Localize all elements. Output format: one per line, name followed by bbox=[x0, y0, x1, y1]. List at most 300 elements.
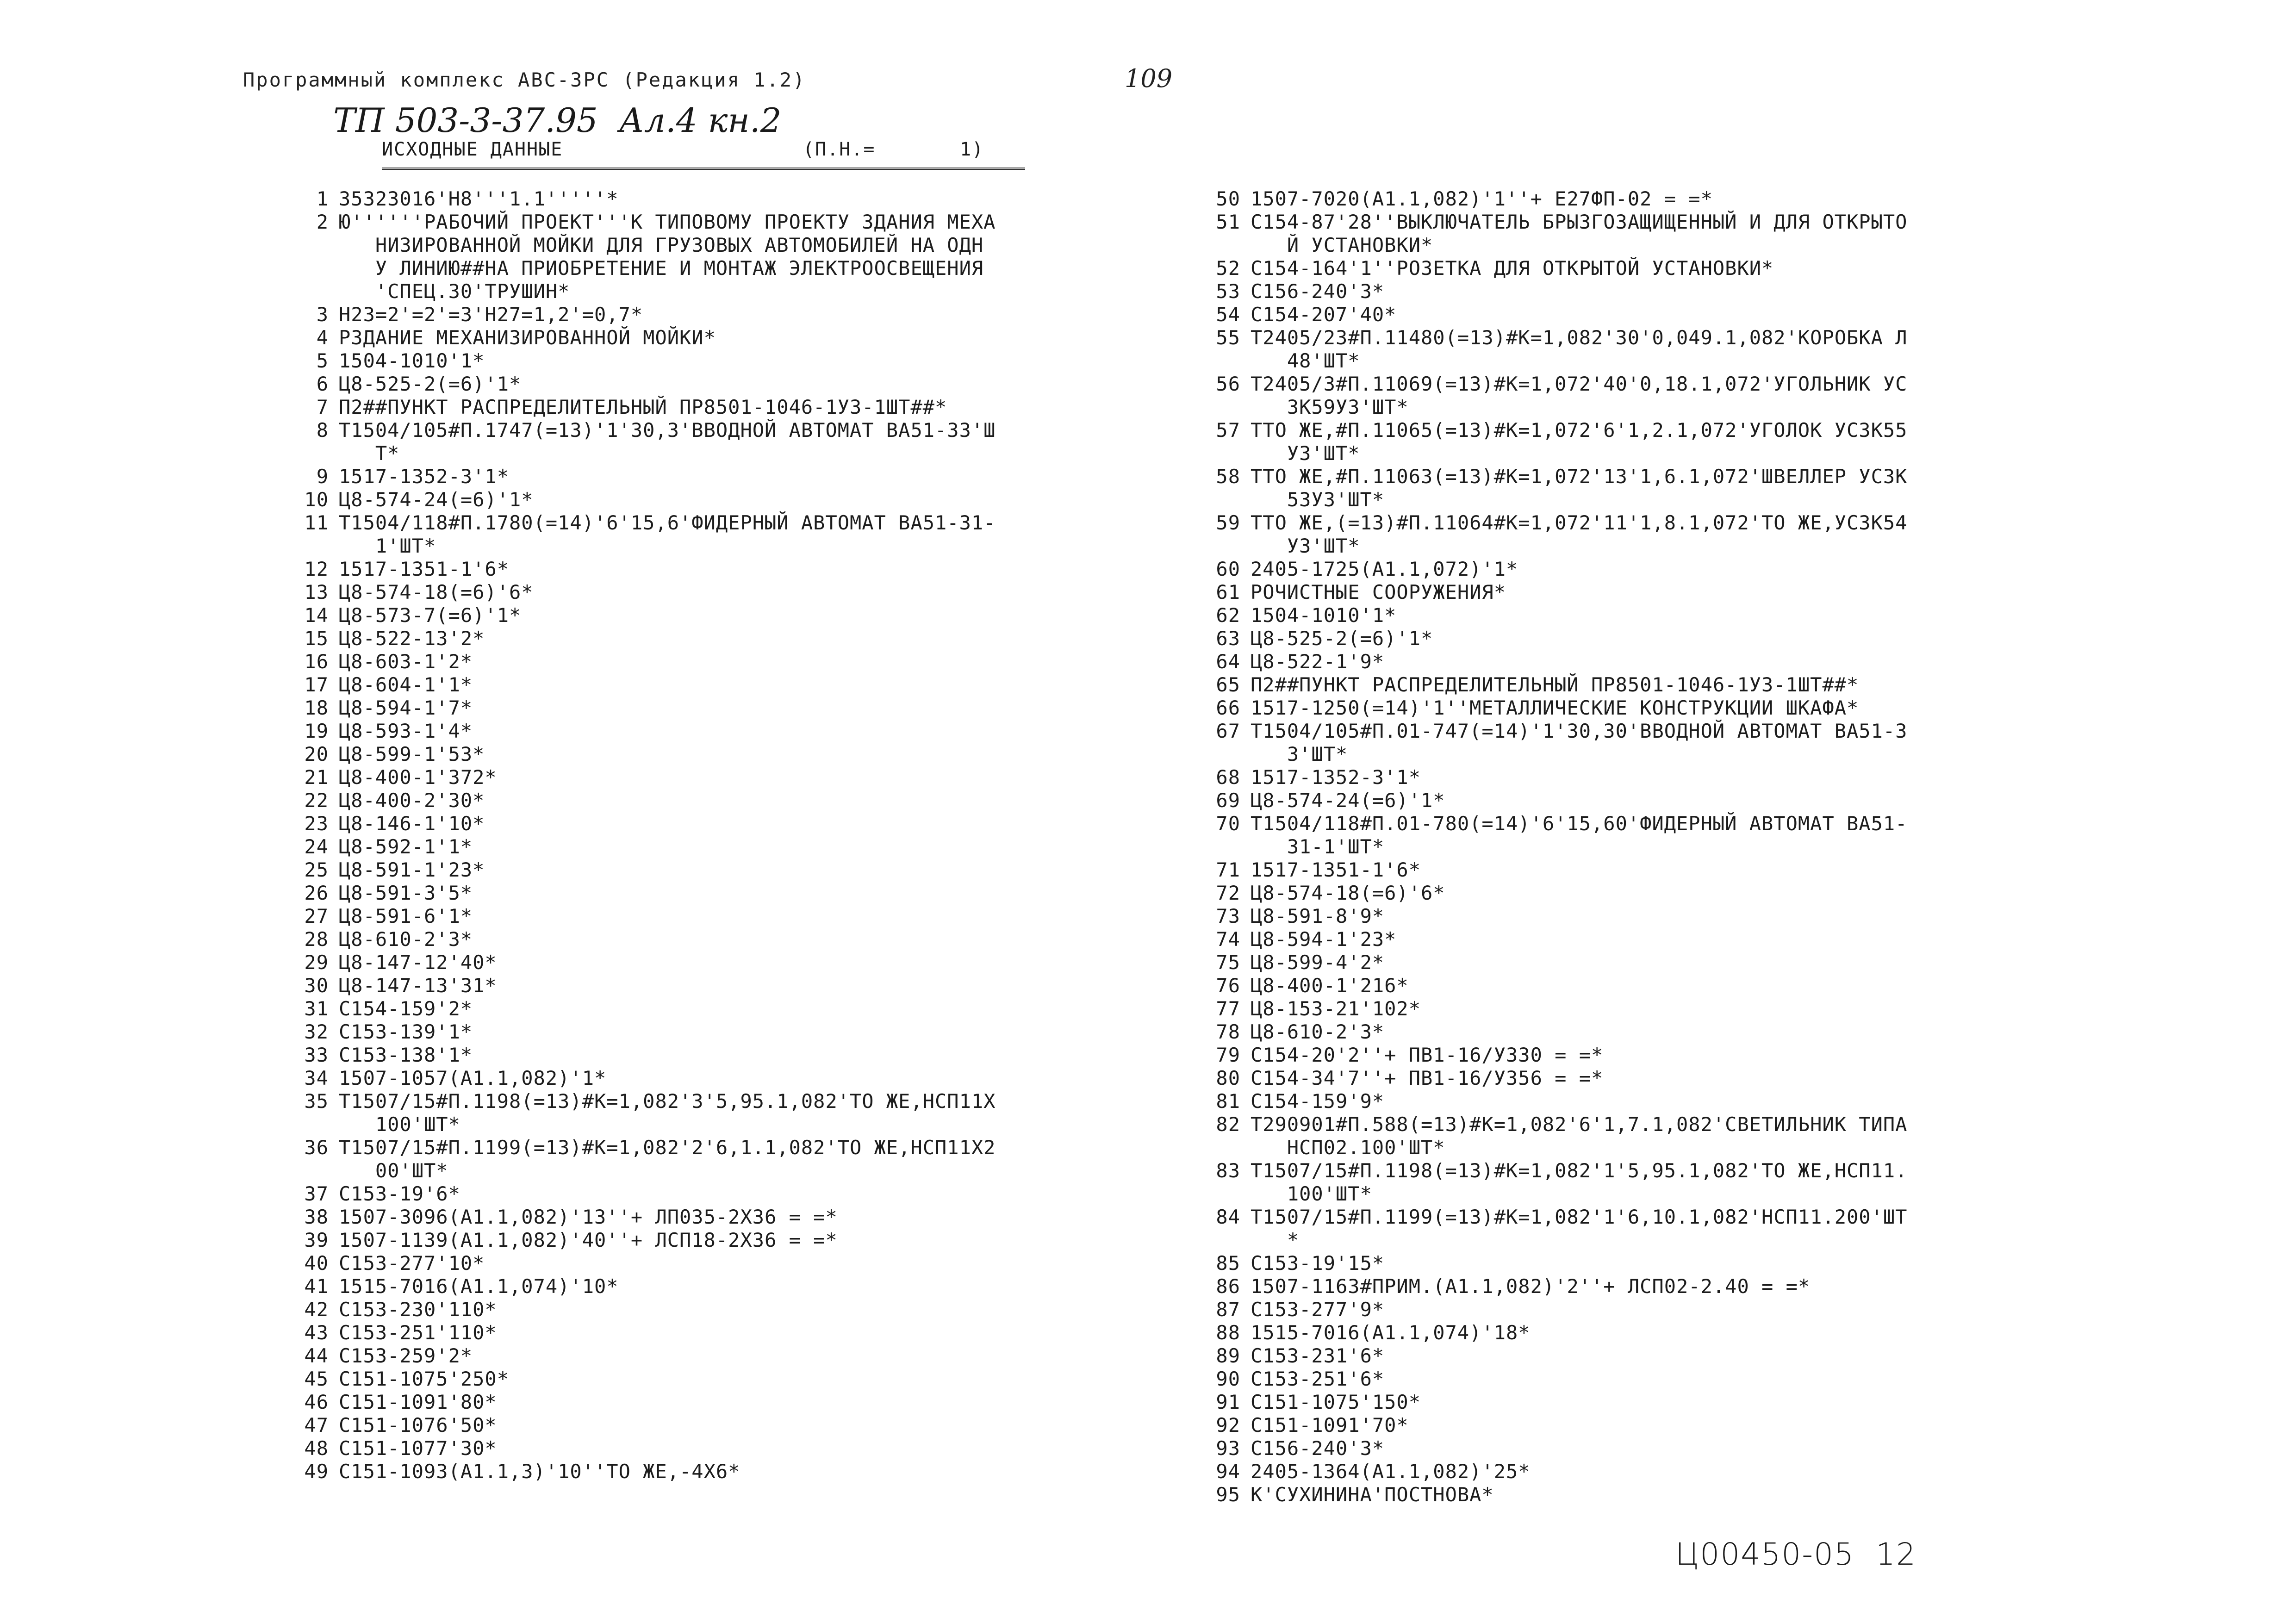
line-number: 34 bbox=[304, 1067, 329, 1089]
data-line bbox=[278, 743, 1134, 766]
line-number: 45 bbox=[304, 1368, 329, 1390]
line-text: 48'ШТ* bbox=[1251, 349, 1360, 372]
data-line bbox=[278, 650, 1134, 673]
line-number: 50 bbox=[1216, 187, 1240, 210]
line-text: 1517-1250(=14)'1''МЕТАЛЛИЧЕСКИЕ КОНСТРУКЦИИ ШКАФА* bbox=[1251, 696, 1859, 719]
data-line bbox=[1189, 882, 2036, 905]
line-number: 46 bbox=[304, 1391, 329, 1413]
line-number: 42 bbox=[304, 1298, 329, 1321]
data-line bbox=[278, 812, 1134, 835]
line-number: 80 bbox=[1216, 1067, 1240, 1089]
line-text: Т1504/118#П.1780(=14)'6'15,6'ФИДЕРНЫЙ АВТОМАТ ВА51-31- bbox=[339, 511, 996, 534]
line-text: С154-164'1''РОЗЕТКА ДЛЯ ОТКРЫТОЙ УСТАНОВКИ* bbox=[1251, 257, 1774, 280]
line-text: 1517-1351-1'6* bbox=[1251, 858, 1421, 881]
data-line bbox=[1189, 650, 2036, 673]
line-text: 1507-3096(А1.1,082)'13''+ ЛП035-2Х36 = =* bbox=[339, 1206, 838, 1228]
line-text: Ц8-573-7(=6)'1* bbox=[339, 604, 522, 627]
data-line bbox=[278, 280, 1134, 303]
line-number: 25 bbox=[304, 858, 329, 881]
line-text: Ц8-599-4'2* bbox=[1251, 951, 1385, 974]
line-text: Ц8-592-1'1* bbox=[339, 835, 473, 858]
line-number: 51 bbox=[1216, 211, 1240, 233]
line-text: Т1507/15#П.1198(=13)#К=1,082'1'5,95.1,082'ТО ЖЕ,НСП11. bbox=[1251, 1159, 1908, 1182]
line-number: 44 bbox=[304, 1344, 329, 1367]
line-text: Ц8-522-13'2* bbox=[339, 627, 485, 650]
data-line bbox=[278, 1044, 1134, 1067]
data-line bbox=[1189, 396, 2036, 419]
line-text: Т1507/15#П.1198(=13)#К=1,082'3'5,95.1,082'ТО ЖЕ,НСП11Х bbox=[339, 1090, 996, 1113]
data-line bbox=[1189, 720, 2036, 743]
line-text: С153-259'2* bbox=[339, 1344, 473, 1367]
data-line bbox=[278, 1020, 1134, 1044]
line-text: С154-87'28''ВЫКЛЮЧАТЕЛЬ БРЫЗГОЗАЩИЩЕННЫЙ И ДЛЯ ОТКРЫТО bbox=[1251, 211, 1908, 233]
data-line bbox=[1189, 1044, 2036, 1067]
line-number: 36 bbox=[304, 1136, 329, 1159]
line-number: 3 bbox=[316, 303, 329, 326]
line-number: 57 bbox=[1216, 419, 1240, 442]
line-text: 1504-1010'1* bbox=[1251, 604, 1397, 627]
line-text: Т2405/23#П.11480(=13)#К=1,082'30'0,049.1,082'КОРОБКА Л bbox=[1251, 326, 1908, 349]
line-number: 81 bbox=[1216, 1090, 1240, 1113]
line-text: Т1504/118#П.01-780(=14)'6'15,60'ФИДЕРНЫЙ АВТОМАТ ВА51- bbox=[1251, 812, 1908, 835]
line-number: 47 bbox=[304, 1414, 329, 1436]
line-number: 72 bbox=[1216, 882, 1240, 904]
line-number: 70 bbox=[1216, 812, 1240, 835]
line-number: 76 bbox=[1216, 974, 1240, 997]
page-index-label: (П.Н.= 1) bbox=[803, 139, 984, 160]
line-text: Ц8-574-18(=6)'6* bbox=[1251, 882, 1445, 904]
data-line bbox=[1189, 1182, 2036, 1206]
line-number: 54 bbox=[1216, 303, 1240, 326]
line-number: 69 bbox=[1216, 789, 1240, 812]
data-line bbox=[1189, 766, 2036, 789]
line-text: 1517-1352-3'1* bbox=[1251, 766, 1421, 789]
line-number: 15 bbox=[304, 627, 329, 650]
line-text: 1515-7016(А1.1,074)'18* bbox=[1251, 1321, 1531, 1344]
line-text: 53У3'ШТ* bbox=[1251, 488, 1385, 511]
data-line bbox=[278, 465, 1134, 488]
data-line bbox=[1189, 1090, 2036, 1113]
line-text: 31-1'ШТ* bbox=[1251, 835, 1385, 858]
data-line bbox=[1189, 234, 2036, 257]
line-number: 33 bbox=[304, 1044, 329, 1066]
line-number: 8 bbox=[316, 419, 329, 442]
line-text: Ц8-574-24(=6)'1* bbox=[1251, 789, 1445, 812]
line-number: 37 bbox=[304, 1182, 329, 1205]
data-line bbox=[278, 581, 1134, 604]
line-number: 94 bbox=[1216, 1460, 1240, 1483]
line-number: 79 bbox=[1216, 1044, 1240, 1066]
data-line bbox=[278, 1136, 1134, 1159]
data-line bbox=[278, 211, 1134, 234]
data-line bbox=[1189, 1483, 2036, 1506]
line-number: 66 bbox=[1216, 696, 1240, 719]
data-line bbox=[278, 1437, 1134, 1460]
line-number: 90 bbox=[1216, 1368, 1240, 1390]
line-text: С153-19'15* bbox=[1251, 1252, 1385, 1275]
data-line bbox=[1189, 558, 2036, 581]
line-text: Ц8-146-1'10* bbox=[339, 812, 485, 835]
data-line bbox=[278, 488, 1134, 511]
data-line bbox=[1189, 1067, 2036, 1090]
data-line bbox=[278, 1182, 1134, 1206]
line-number: 88 bbox=[1216, 1321, 1240, 1344]
line-number: 65 bbox=[1216, 673, 1240, 696]
line-number: 86 bbox=[1216, 1275, 1240, 1298]
data-line bbox=[278, 858, 1134, 882]
line-text: Ц8-610-2'3* bbox=[1251, 1020, 1385, 1043]
line-text: У3'ШТ* bbox=[1251, 535, 1360, 557]
line-number: 28 bbox=[304, 928, 329, 951]
data-line bbox=[1189, 1321, 2036, 1344]
data-line bbox=[278, 604, 1134, 627]
line-text: Ц8-591-8'9* bbox=[1251, 905, 1385, 927]
line-number: 19 bbox=[304, 720, 329, 742]
line-number: 75 bbox=[1216, 951, 1240, 974]
data-line bbox=[1189, 419, 2036, 442]
data-line bbox=[278, 257, 1134, 280]
line-text: С153-251'6* bbox=[1251, 1368, 1385, 1390]
data-line bbox=[278, 1344, 1134, 1368]
line-text: 1507-1163#ПРИМ.(А1.1,082)'2''+ ЛСП02-2.40 = =* bbox=[1251, 1275, 1811, 1298]
line-text: Ц8-599-1'53* bbox=[339, 743, 485, 765]
data-line bbox=[278, 905, 1134, 928]
line-text: Й УСТАНОВКИ* bbox=[1251, 234, 1433, 256]
line-number: 6 bbox=[316, 373, 329, 395]
line-number: 48 bbox=[304, 1437, 329, 1460]
line-number: 64 bbox=[1216, 650, 1240, 673]
line-number: 84 bbox=[1216, 1206, 1240, 1228]
line-text: С153-277'9* bbox=[1251, 1298, 1385, 1321]
line-number: 23 bbox=[304, 812, 329, 835]
line-number: 85 bbox=[1216, 1252, 1240, 1275]
line-text: С153-277'10* bbox=[339, 1252, 485, 1275]
line-number: 61 bbox=[1216, 581, 1240, 603]
line-text: Т1504/105#П.01-747(=14)'1'30,30'ВВОДНОЙ АВТОМАТ ВА51-3 bbox=[1251, 720, 1908, 742]
data-line bbox=[1189, 1206, 2036, 1229]
data-line bbox=[1189, 905, 2036, 928]
data-line bbox=[1189, 326, 2036, 349]
data-line bbox=[278, 511, 1134, 535]
line-number: 40 bbox=[304, 1252, 329, 1275]
line-text: Т1507/15#П.1199(=13)#К=1,082'1'6,10.1,082'НСП11.200'ШТ bbox=[1251, 1206, 1908, 1228]
line-text: 1507-1139(А1.1,082)'40''+ ЛСП18-2Х36 = =* bbox=[339, 1229, 838, 1251]
data-line bbox=[1189, 1020, 2036, 1044]
data-line bbox=[1189, 1298, 2036, 1321]
data-line bbox=[278, 1391, 1134, 1414]
data-line bbox=[278, 234, 1134, 257]
line-number: 43 bbox=[304, 1321, 329, 1344]
data-line bbox=[1189, 858, 2036, 882]
line-text: С153-230'110* bbox=[339, 1298, 497, 1321]
data-line bbox=[1189, 604, 2036, 627]
line-text: Ц8-147-13'31* bbox=[339, 974, 497, 997]
handwritten-reference: ТП 503-3-37.95 Ал.4 кн.2 bbox=[333, 101, 782, 140]
line-text: С153-19'6* bbox=[339, 1182, 460, 1205]
program-header: Программный комплекс АВС-3РС (Редакция 1.2) bbox=[243, 68, 806, 91]
data-line bbox=[1189, 743, 2036, 766]
data-line bbox=[1189, 373, 2036, 396]
line-text: РЗДАНИЕ МЕХАНИЗИРОВАННОЙ МОЙКИ* bbox=[339, 326, 716, 349]
data-line bbox=[1189, 303, 2036, 326]
line-number: 82 bbox=[1216, 1113, 1240, 1136]
line-text: 3К59У3'ШТ* bbox=[1251, 396, 1409, 418]
line-number: 16 bbox=[304, 650, 329, 673]
line-text: Ц8-525-2(=6)'1* bbox=[1251, 627, 1433, 650]
line-number: 10 bbox=[304, 488, 329, 511]
line-number: 58 bbox=[1216, 465, 1240, 488]
data-line bbox=[1189, 1136, 2036, 1159]
line-text: С156-240'3* bbox=[1251, 1437, 1385, 1460]
line-text: П2##ПУНКТ РАСПРЕДЕЛИТЕЛЬНЫЙ ПР8501-1046-1У3-1ШТ##* bbox=[1251, 673, 1859, 696]
line-text: С154-20'2''+ ПВ1-16/У330 = =* bbox=[1251, 1044, 1604, 1066]
line-number: 17 bbox=[304, 673, 329, 696]
data-line bbox=[1189, 1437, 2036, 1460]
line-number: 83 bbox=[1216, 1159, 1240, 1182]
line-number: 29 bbox=[304, 951, 329, 974]
line-number: 26 bbox=[304, 882, 329, 904]
line-number: 78 bbox=[1216, 1020, 1240, 1043]
line-text: Ц8-594-1'23* bbox=[1251, 928, 1397, 951]
line-text: У ЛИНИЮ##НА ПРИОБРЕТЕНИЕ И МОНТАЖ ЭЛЕКТРООСВЕЩЕНИЯ bbox=[339, 257, 984, 280]
line-text: ТТО ЖЕ,#П.11065(=13)#К=1,072'6'1,2.1,072'УГОЛОК УС3К55 bbox=[1251, 419, 1908, 442]
data-line bbox=[1189, 535, 2036, 558]
line-number: 89 bbox=[1216, 1344, 1240, 1367]
line-text: 1515-7016(А1.1,074)'10* bbox=[339, 1275, 619, 1298]
data-line bbox=[1189, 187, 2036, 211]
line-text: Ц8-593-1'4* bbox=[339, 720, 473, 742]
data-line bbox=[278, 558, 1134, 581]
line-text: С154-207'40* bbox=[1251, 303, 1397, 326]
title-underline bbox=[382, 168, 1025, 170]
line-text: С151-1091'70* bbox=[1251, 1414, 1409, 1436]
line-text: Ц8-591-3'5* bbox=[339, 882, 473, 904]
line-text: НСП02.100'ШТ* bbox=[1251, 1136, 1445, 1159]
data-line bbox=[278, 303, 1134, 326]
line-text: Т290901#П.588(=13)#К=1,082'6'1,7.1,082'СВЕТИЛЬНИК ТИПА bbox=[1251, 1113, 1908, 1136]
line-number: 68 bbox=[1216, 766, 1240, 789]
line-number: 95 bbox=[1216, 1483, 1240, 1506]
line-text: 1504-1010'1* bbox=[339, 349, 485, 372]
line-text: 1517-1351-1'6* bbox=[339, 558, 510, 580]
line-text: С151-1075'150* bbox=[1251, 1391, 1421, 1413]
line-text: С151-1075'250* bbox=[339, 1368, 510, 1390]
line-text: Ц8-153-21'102* bbox=[1251, 997, 1421, 1020]
line-text: 2405-1364(А1.1,082)'25* bbox=[1251, 1460, 1531, 1483]
data-line bbox=[278, 789, 1134, 812]
data-line bbox=[278, 442, 1134, 465]
line-number: 39 bbox=[304, 1229, 329, 1251]
data-line bbox=[278, 326, 1134, 349]
line-number: 38 bbox=[304, 1206, 329, 1228]
data-line bbox=[1189, 951, 2036, 974]
data-line bbox=[1189, 1275, 2036, 1298]
data-line bbox=[278, 1321, 1134, 1344]
line-text: Ц8-525-2(=6)'1* bbox=[339, 373, 522, 395]
data-line bbox=[1189, 1391, 2036, 1414]
line-number: 7 bbox=[316, 396, 329, 418]
line-number: 21 bbox=[304, 766, 329, 789]
line-text: 'СПЕЦ.30'ТРУШИН* bbox=[339, 280, 570, 303]
line-text: Ц8-604-1'1* bbox=[339, 673, 473, 696]
line-number: 20 bbox=[304, 743, 329, 765]
line-number: 31 bbox=[304, 997, 329, 1020]
data-line bbox=[1189, 1368, 2036, 1391]
line-text: 2405-1725(А1.1,072)'1* bbox=[1251, 558, 1518, 580]
line-text: 100'ШТ* bbox=[339, 1113, 460, 1136]
data-line bbox=[1189, 581, 2036, 604]
line-number: 24 bbox=[304, 835, 329, 858]
line-number: 27 bbox=[304, 905, 329, 927]
line-number: 60 bbox=[1216, 558, 1240, 580]
line-number: 35 bbox=[304, 1090, 329, 1113]
line-text: 100'ШТ* bbox=[1251, 1182, 1372, 1205]
line-text: Т* bbox=[339, 442, 400, 465]
line-number: 49 bbox=[304, 1460, 329, 1483]
line-number: 52 bbox=[1216, 257, 1240, 280]
line-text: 1507-7020(А1.1,082)'1''+ Е27ФП-02 = =* bbox=[1251, 187, 1713, 210]
data-line bbox=[1189, 696, 2036, 720]
page-number: 109 bbox=[1125, 64, 1173, 93]
line-text: П2##ПУНКТ РАСПРЕДЕЛИТЕЛЬНЫЙ ПР8501-1046-1У3-1ШТ##* bbox=[339, 396, 947, 418]
line-text: К'СУХИНИНА'ПОСТНОВА* bbox=[1251, 1483, 1494, 1506]
line-number: 11 bbox=[304, 511, 329, 534]
data-line bbox=[1189, 789, 2036, 812]
line-text: Т1507/15#П.1199(=13)#К=1,082'2'6,1.1,082'ТО ЖЕ,НСП11Х2 bbox=[339, 1136, 996, 1159]
data-line bbox=[278, 1067, 1134, 1090]
line-text: 1'ШТ* bbox=[339, 535, 436, 557]
data-line bbox=[1189, 928, 2036, 951]
data-line bbox=[278, 882, 1134, 905]
data-line bbox=[278, 997, 1134, 1020]
data-line bbox=[278, 1206, 1134, 1229]
line-number: 59 bbox=[1216, 511, 1240, 534]
data-line bbox=[1189, 349, 2036, 373]
data-line bbox=[1189, 627, 2036, 650]
line-text: С154-34'7''+ ПВ1-16/У356 = =* bbox=[1251, 1067, 1604, 1089]
line-text: 35323016'Н8'''1.1'''''* bbox=[339, 187, 619, 210]
data-line bbox=[278, 835, 1134, 858]
line-text: Ц8-400-1'372* bbox=[339, 766, 497, 789]
line-number: 93 bbox=[1216, 1437, 1240, 1460]
line-text: Ц8-400-1'216* bbox=[1251, 974, 1409, 997]
data-line bbox=[278, 1159, 1134, 1182]
data-line bbox=[278, 1275, 1134, 1298]
line-number: 87 bbox=[1216, 1298, 1240, 1321]
line-number: 53 bbox=[1216, 280, 1240, 303]
line-number: 73 bbox=[1216, 905, 1240, 927]
data-line bbox=[1189, 211, 2036, 234]
line-text: 00'ШТ* bbox=[339, 1159, 448, 1182]
data-line bbox=[1189, 673, 2036, 696]
line-text: Ц8-610-2'3* bbox=[339, 928, 473, 951]
line-text: С151-1076'50* bbox=[339, 1414, 497, 1436]
line-number: 30 bbox=[304, 974, 329, 997]
line-number: 41 bbox=[304, 1275, 329, 1298]
line-number: 32 bbox=[304, 1020, 329, 1043]
line-text: Т1504/105#П.1747(=13)'1'30,3'ВВОДНОЙ АВТОМАТ ВА51-33'Ш bbox=[339, 419, 996, 442]
line-text: РОЧИСТНЫЕ СООРУЖЕНИЯ* bbox=[1251, 581, 1506, 603]
data-line bbox=[278, 696, 1134, 720]
data-line bbox=[278, 1298, 1134, 1321]
line-number: 56 bbox=[1216, 373, 1240, 395]
line-text: Ц8-522-1'9* bbox=[1251, 650, 1385, 673]
data-line bbox=[278, 1414, 1134, 1437]
line-text: Ц8-594-1'7* bbox=[339, 696, 473, 719]
data-line bbox=[278, 1368, 1134, 1391]
line-text: 3'ШТ* bbox=[1251, 743, 1348, 765]
line-text: Т2405/3#П.11069(=13)#К=1,072'40'0,18.1,072'УГОЛЬНИК УС bbox=[1251, 373, 1908, 395]
line-number: 4 bbox=[316, 326, 329, 349]
data-line bbox=[278, 349, 1134, 373]
line-text: * bbox=[1251, 1229, 1300, 1251]
line-text: ТТО ЖЕ,#П.11063(=13)#К=1,072'13'1,6.1,072'ШВЕЛЛЕР УС3К bbox=[1251, 465, 1908, 488]
data-line bbox=[278, 951, 1134, 974]
data-line bbox=[278, 419, 1134, 442]
data-line bbox=[278, 673, 1134, 696]
line-number: 9 bbox=[316, 465, 329, 488]
line-text: С153-251'110* bbox=[339, 1321, 497, 1344]
line-text: Ц8-147-12'40* bbox=[339, 951, 497, 974]
line-number: 2 bbox=[316, 211, 329, 233]
line-text: С153-139'1* bbox=[339, 1020, 473, 1043]
line-text: 1507-1057(А1.1,082)'1* bbox=[339, 1067, 607, 1089]
data-line bbox=[1189, 1414, 2036, 1437]
data-line bbox=[1189, 1460, 2036, 1483]
line-text: Н23=2'=2'=3'Н27=1,2'=0,7* bbox=[339, 303, 643, 326]
line-number: 12 bbox=[304, 558, 329, 580]
line-text: 1517-1352-3'1* bbox=[339, 465, 510, 488]
data-line bbox=[278, 974, 1134, 997]
data-line bbox=[278, 1460, 1134, 1483]
line-number: 63 bbox=[1216, 627, 1240, 650]
data-line bbox=[1189, 1344, 2036, 1368]
data-line bbox=[1189, 812, 2036, 835]
data-line bbox=[278, 928, 1134, 951]
line-text: Ц8-603-1'2* bbox=[339, 650, 473, 673]
line-text: Ц8-574-24(=6)'1* bbox=[339, 488, 534, 511]
line-text: НИЗИРОВАННОЙ МОЙКИ ДЛЯ ГРУЗОВЫХ АВТОМОБИЛЕЙ НА ОДН bbox=[339, 234, 984, 256]
data-line bbox=[1189, 974, 2036, 997]
line-number: 77 bbox=[1216, 997, 1240, 1020]
data-line bbox=[1189, 442, 2036, 465]
line-text: С151-1077'30* bbox=[339, 1437, 497, 1460]
line-number: 1 bbox=[316, 187, 329, 210]
line-number: 22 bbox=[304, 789, 329, 812]
data-line bbox=[1189, 1113, 2036, 1136]
line-text: Ц8-574-18(=6)'6* bbox=[339, 581, 534, 603]
data-line bbox=[1189, 1229, 2036, 1252]
line-number: 71 bbox=[1216, 858, 1240, 881]
line-number: 91 bbox=[1216, 1391, 1240, 1413]
line-number: 74 bbox=[1216, 928, 1240, 951]
data-line bbox=[1189, 488, 2036, 511]
line-text: С156-240'3* bbox=[1251, 280, 1385, 303]
line-text: Ц8-400-2'30* bbox=[339, 789, 485, 812]
line-number: 18 bbox=[304, 696, 329, 719]
right-column bbox=[1189, 187, 2036, 1506]
data-line bbox=[1189, 280, 2036, 303]
line-number: 62 bbox=[1216, 604, 1240, 627]
data-line bbox=[278, 1113, 1134, 1136]
data-line bbox=[278, 720, 1134, 743]
data-line bbox=[1189, 1159, 2036, 1182]
line-text: ТТО ЖЕ,(=13)#П.11064#К=1,072'11'1,8.1,072'ТО ЖЕ,УС3К54 bbox=[1251, 511, 1908, 534]
line-number: 13 bbox=[304, 581, 329, 603]
data-line bbox=[278, 187, 1134, 211]
data-line bbox=[278, 1090, 1134, 1113]
data-line bbox=[1189, 1252, 2036, 1275]
